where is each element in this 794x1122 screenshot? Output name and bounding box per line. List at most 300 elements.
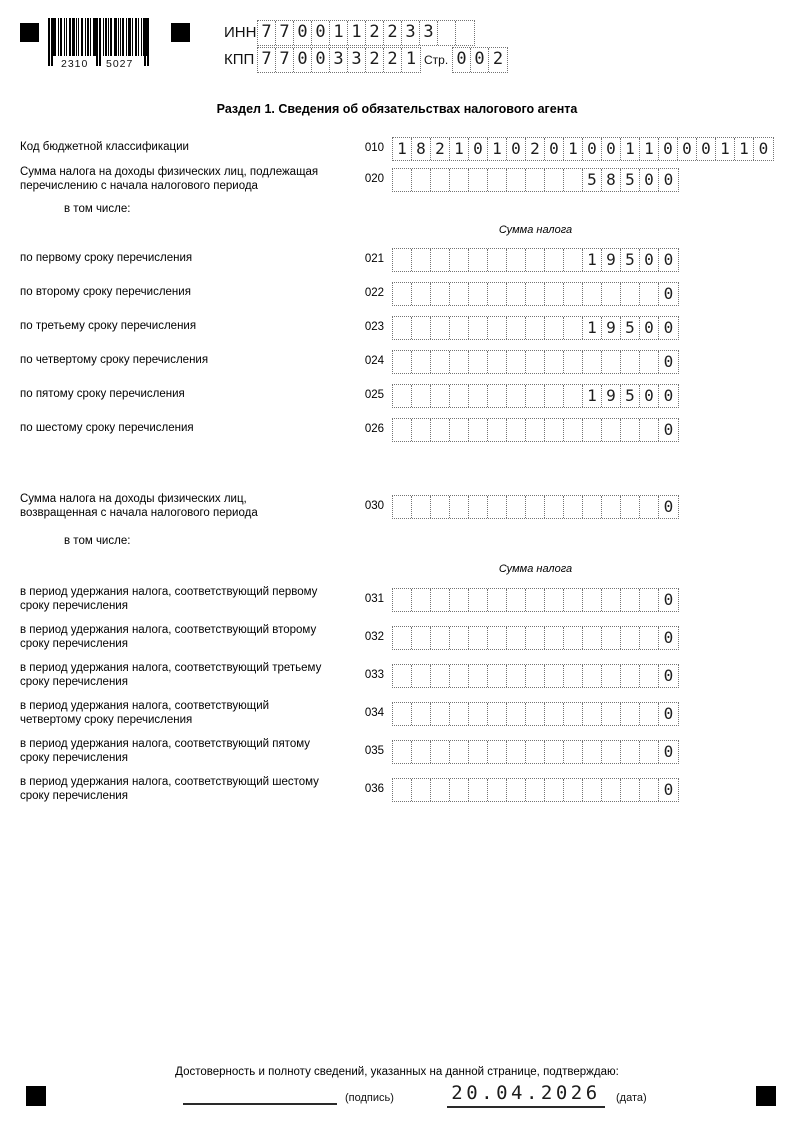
digit-cell: [507, 249, 526, 271]
digit-cell: [431, 496, 450, 518]
digit-cell: [564, 703, 583, 725]
digit-cell: 0: [583, 138, 602, 160]
digit-cell: [412, 169, 431, 191]
field-cells-030: [392, 495, 679, 519]
field-row-024: [0, 350, 794, 372]
digit-cell: 1: [735, 138, 754, 160]
digit-cell: 0: [602, 138, 621, 160]
digit-cell: [393, 496, 412, 518]
digit-cell: [431, 741, 450, 763]
digit-cell: [431, 283, 450, 305]
kpp-label: КПП: [224, 51, 255, 68]
digit-cell: [507, 351, 526, 373]
digit-cell: [450, 779, 469, 801]
digit-cell: [621, 741, 640, 763]
field-label: по третьему сроку перечисления: [20, 320, 197, 332]
digit-cell: [621, 627, 640, 649]
digit-cell: [393, 351, 412, 373]
digit-cell: [450, 351, 469, 373]
digit-cell: 0: [678, 138, 697, 160]
digit-cell: [450, 741, 469, 763]
digit-cell: 0: [758, 139, 769, 158]
registration-mark-bottom-right: [756, 1086, 776, 1106]
digit-cell: 3: [348, 48, 366, 72]
digit-cell: [583, 589, 602, 611]
field-cells-031: [392, 588, 679, 612]
kpp-field: [257, 47, 421, 73]
digit-cell: [450, 419, 469, 441]
digit-cell: [488, 419, 507, 441]
signature-caption: (подпись): [345, 1092, 394, 1104]
digit-cell: [545, 589, 564, 611]
digit-cell: [507, 589, 526, 611]
digit-cell: [564, 169, 583, 191]
field-cells-024: [392, 350, 679, 374]
digit-cell: [469, 665, 488, 687]
digit-cell: [450, 496, 469, 518]
digit-cell: [469, 351, 488, 373]
digit-cell: [602, 419, 621, 441]
digit-cell: [412, 589, 431, 611]
digit-cell: [393, 589, 412, 611]
digit-cell: [640, 589, 659, 611]
barcode-guard-bar: [147, 18, 149, 66]
digit-cell: 0: [312, 48, 330, 72]
digit-cell: 2: [366, 48, 384, 72]
field-cells-025: [392, 384, 679, 408]
digit-cell: 0: [640, 169, 659, 191]
digit-cell: 2: [384, 21, 402, 45]
field-row-034: [0, 702, 794, 724]
digit-cell: [564, 249, 583, 271]
digit-cell: 5: [621, 385, 640, 407]
confirmation-text: Достоверность и полноту сведений, указанных на данной странице, подтверждаю:: [175, 1066, 619, 1078]
digit-cell: [602, 741, 621, 763]
digit-cell: [602, 351, 621, 373]
digit-cell: [545, 249, 564, 271]
digit-cell: [602, 665, 621, 687]
digit-cell: 5: [621, 169, 640, 191]
subnote: в том числе:: [64, 535, 131, 547]
digit-cell: 1: [450, 138, 469, 160]
field-code: 032: [364, 631, 384, 643]
digit-cell: [640, 351, 659, 373]
digit-cell: [621, 419, 640, 441]
digit-cell: 2: [384, 48, 402, 72]
digit-cell: [393, 283, 412, 305]
digit-cell: 9: [602, 385, 621, 407]
field-row-026: [0, 418, 794, 440]
barcode-guard-bar: [96, 18, 98, 66]
digit-cell: [488, 665, 507, 687]
digit-cell: [583, 627, 602, 649]
page-number-field: [452, 47, 508, 73]
field-label: в период удержания налога, соответствующий четвертому сроку перечисления: [20, 700, 270, 726]
field-cells-020: [392, 168, 679, 192]
digit-cell: 3: [402, 21, 420, 45]
subnote: в том числе:: [64, 203, 131, 215]
digit-cell: 0: [640, 385, 659, 407]
field-row-035: [0, 740, 794, 762]
field-cells-032: [392, 626, 679, 650]
digit-cell: [583, 779, 602, 801]
digit-cell: [602, 703, 621, 725]
barcode-guard-bar: [51, 18, 53, 66]
digit-cell: [469, 496, 488, 518]
column-header-sum: Сумма налога: [498, 224, 573, 236]
digit-cell: [621, 703, 640, 725]
registration-mark-bottom-left: [26, 1086, 46, 1106]
field-row-022: [0, 282, 794, 304]
digit-cell: [526, 169, 545, 191]
digit-cell: [488, 169, 507, 191]
digit-cell: 0: [663, 386, 674, 405]
digit-cell: 0: [663, 318, 674, 337]
digit-cell: [507, 627, 526, 649]
digit-cell: [526, 703, 545, 725]
digit-cell: [450, 627, 469, 649]
field-label: по пятому сроку перечисления: [20, 388, 185, 400]
field-row-031: [0, 588, 794, 610]
digit-cell: [412, 419, 431, 441]
digit-cell: 5: [583, 169, 602, 191]
digit-cell: [488, 589, 507, 611]
digit-cell: [488, 741, 507, 763]
digit-cell: 0: [640, 249, 659, 271]
digit-cell: [621, 496, 640, 518]
digit-cell: [469, 419, 488, 441]
digit-cell: [469, 385, 488, 407]
digit-cell: [431, 703, 450, 725]
digit-cell: 0: [312, 21, 330, 45]
field-code: 033: [364, 669, 384, 681]
digit-cell: [507, 703, 526, 725]
digit-cell: [545, 317, 564, 339]
digit-cell: [488, 703, 507, 725]
digit-cell: [640, 496, 659, 518]
digit-cell: 3: [330, 48, 348, 72]
field-code: 036: [364, 783, 384, 795]
digit-cell: [507, 317, 526, 339]
digit-cell: [456, 21, 474, 45]
digit-cell: [507, 283, 526, 305]
digit-cell: [450, 385, 469, 407]
digit-cell: 5: [621, 249, 640, 271]
digit-cell: [640, 627, 659, 649]
digit-cell: 0: [697, 138, 716, 160]
field-label: в период удержания налога, соответствующий шестому сроку перечисления: [20, 776, 319, 802]
digit-cell: [469, 779, 488, 801]
registration-mark-top-left: [20, 23, 39, 42]
field-code: 010: [364, 142, 384, 154]
field-label: в период удержания налога, соответствующий первому сроку перечисления: [20, 586, 318, 612]
digit-cell: [602, 496, 621, 518]
field-row-033: [0, 664, 794, 686]
digit-cell: [545, 351, 564, 373]
digit-cell: [393, 249, 412, 271]
digit-cell: [583, 665, 602, 687]
digit-cell: 9: [602, 317, 621, 339]
digit-cell: [412, 665, 431, 687]
digit-cell: [507, 169, 526, 191]
digit-cell: 0: [663, 780, 674, 799]
digit-cell: [412, 741, 431, 763]
digit-cell: [640, 703, 659, 725]
digit-cell: 0: [663, 590, 674, 609]
digit-cell: [431, 589, 450, 611]
barcode-guard-bar: [144, 18, 146, 66]
digit-cell: [564, 283, 583, 305]
digit-cell: [545, 496, 564, 518]
digit-cell: 1: [583, 317, 602, 339]
digit-cell: 0: [294, 48, 312, 72]
date-caption: (дата): [616, 1092, 647, 1104]
digit-cell: [640, 665, 659, 687]
digit-cell: [469, 169, 488, 191]
field-code: 021: [364, 253, 384, 265]
digit-cell: 0: [663, 742, 674, 761]
digit-cell: [488, 779, 507, 801]
inn-field: [257, 20, 475, 46]
digit-cell: [564, 779, 583, 801]
digit-cell: 2: [431, 138, 450, 160]
digit-cell: [393, 703, 412, 725]
digit-cell: 1: [405, 49, 417, 69]
digit-cell: [621, 283, 640, 305]
digit-cell: [545, 283, 564, 305]
field-code: 023: [364, 321, 384, 333]
barcode: [48, 18, 160, 72]
digit-cell: [431, 665, 450, 687]
digit-cell: [488, 627, 507, 649]
field-code: 025: [364, 389, 384, 401]
digit-cell: [450, 589, 469, 611]
registration-mark-top-inner: [171, 23, 190, 42]
digit-cell: [564, 665, 583, 687]
digit-cell: [564, 385, 583, 407]
digit-cell: [526, 627, 545, 649]
field-cells-021: [392, 248, 679, 272]
field-row-030: [0, 495, 794, 517]
digit-cell: [488, 496, 507, 518]
signature-line: [183, 1103, 337, 1105]
digit-cell: 3: [420, 21, 438, 45]
digit-cell: [431, 419, 450, 441]
barcode-guard-bar: [99, 18, 101, 66]
digit-cell: [526, 589, 545, 611]
digit-cell: [564, 741, 583, 763]
digit-cell: 0: [507, 138, 526, 160]
digit-cell: 7: [276, 48, 294, 72]
digit-cell: [412, 496, 431, 518]
field-label: Сумма налога на доходы физических лиц, подлежащая перечислению с начала налогового периода: [20, 166, 319, 192]
digit-cell: [450, 703, 469, 725]
digit-cell: [526, 249, 545, 271]
inn-label: ИНН: [224, 24, 257, 41]
digit-cell: 5: [621, 317, 640, 339]
digit-cell: [488, 249, 507, 271]
field-label: Код бюджетной классификации: [20, 141, 189, 153]
digit-cell: [431, 385, 450, 407]
digit-cell: [564, 351, 583, 373]
digit-cell: 2: [492, 49, 504, 69]
digit-cell: [412, 627, 431, 649]
digit-cell: [526, 665, 545, 687]
digit-cell: [431, 779, 450, 801]
digit-cell: [412, 249, 431, 271]
field-row-036: [0, 778, 794, 800]
date-value: 20.04.2026: [447, 1082, 605, 1108]
digit-cell: [431, 317, 450, 339]
digit-cell: [412, 385, 431, 407]
digit-cell: [526, 351, 545, 373]
column-header-sum: Сумма налога: [498, 563, 573, 575]
digit-cell: 1: [488, 138, 507, 160]
field-code: 035: [364, 745, 384, 757]
digit-cell: [469, 317, 488, 339]
field-row-020: [0, 168, 794, 190]
digit-cell: [526, 385, 545, 407]
digit-cell: [431, 351, 450, 373]
digit-cell: 0: [545, 138, 564, 160]
field-code: 020: [364, 173, 384, 185]
field-code: 024: [364, 355, 384, 367]
digit-cell: [507, 419, 526, 441]
field-label: Сумма налога на доходы физических лиц, возвращенная с начала налогового периода: [20, 493, 258, 519]
digit-cell: [583, 351, 602, 373]
digit-cell: [393, 385, 412, 407]
digit-cell: [602, 589, 621, 611]
digit-cell: [507, 741, 526, 763]
digit-cell: [450, 665, 469, 687]
digit-cell: [640, 779, 659, 801]
digit-cell: [526, 779, 545, 801]
digit-cell: 9: [602, 249, 621, 271]
digit-cell: 1: [330, 21, 348, 45]
digit-cell: [431, 249, 450, 271]
digit-cell: 0: [453, 48, 471, 72]
digit-cell: [602, 283, 621, 305]
digit-cell: [564, 627, 583, 649]
digit-cell: [564, 589, 583, 611]
digit-cell: 0: [663, 170, 674, 189]
digit-cell: [488, 351, 507, 373]
digit-cell: [507, 385, 526, 407]
digit-cell: [450, 283, 469, 305]
digit-cell: 8: [412, 138, 431, 160]
digit-cell: 1: [393, 138, 412, 160]
digit-cell: [621, 665, 640, 687]
digit-cell: 0: [663, 352, 674, 371]
digit-cell: 0: [663, 704, 674, 723]
digit-cell: [545, 703, 564, 725]
field-cells-010: [392, 137, 774, 161]
digit-cell: [393, 169, 412, 191]
field-row-010: [0, 137, 794, 159]
field-cells-026: [392, 418, 679, 442]
digit-cell: [545, 741, 564, 763]
digit-cell: 2: [526, 138, 545, 160]
field-label: по второму сроку перечисления: [20, 286, 191, 298]
digit-cell: [526, 419, 545, 441]
digit-cell: [469, 703, 488, 725]
digit-cell: [469, 249, 488, 271]
field-code: 026: [364, 423, 384, 435]
digit-cell: [564, 317, 583, 339]
field-row-025: [0, 384, 794, 406]
digit-cell: [564, 496, 583, 518]
digit-cell: [488, 317, 507, 339]
digit-cell: [545, 385, 564, 407]
digit-cell: [488, 385, 507, 407]
field-row-023: [0, 316, 794, 338]
digit-cell: [412, 317, 431, 339]
page-number-label: Стр.: [424, 53, 449, 67]
digit-cell: [507, 665, 526, 687]
digit-cell: 7: [276, 21, 294, 45]
field-row-021: [0, 248, 794, 270]
digit-cell: [412, 351, 431, 373]
digit-cell: 0: [469, 138, 488, 160]
digit-cell: [545, 627, 564, 649]
barcode-number-right: 5027: [106, 58, 134, 70]
digit-cell: [393, 317, 412, 339]
field-label: по четвертому сроку перечисления: [20, 354, 209, 366]
digit-cell: [545, 779, 564, 801]
field-cells-034: [392, 702, 679, 726]
digit-cell: 1: [640, 138, 659, 160]
digit-cell: [621, 589, 640, 611]
digit-cell: 0: [663, 284, 674, 303]
digit-cell: [507, 496, 526, 518]
digit-cell: [507, 779, 526, 801]
digit-cell: [526, 317, 545, 339]
digit-cell: [583, 419, 602, 441]
digit-cell: [393, 627, 412, 649]
digit-cell: [393, 665, 412, 687]
digit-cell: 8: [602, 169, 621, 191]
digit-cell: [526, 741, 545, 763]
field-row-032: [0, 626, 794, 648]
field-code: 031: [364, 593, 384, 605]
digit-cell: [393, 779, 412, 801]
digit-cell: [640, 419, 659, 441]
digit-cell: [583, 496, 602, 518]
digit-cell: 1: [348, 21, 366, 45]
digit-cell: [450, 169, 469, 191]
digit-cell: [393, 741, 412, 763]
digit-cell: [488, 283, 507, 305]
field-label: в период удержания налога, соответствующий третьему сроку перечисления: [20, 662, 322, 688]
digit-cell: 7: [258, 48, 276, 72]
digit-cell: [602, 627, 621, 649]
digit-cell: [412, 283, 431, 305]
barcode-number-left: 2310: [61, 58, 89, 70]
digit-cell: [431, 627, 450, 649]
digit-cell: [621, 351, 640, 373]
field-label: по шестому сроку перечисления: [20, 422, 194, 434]
digit-cell: 1: [583, 249, 602, 271]
digit-cell: 7: [258, 21, 276, 45]
digit-cell: [545, 419, 564, 441]
barcode-guard-bar: [48, 18, 50, 66]
digit-cell: [621, 779, 640, 801]
digit-cell: 0: [471, 48, 489, 72]
digit-cell: [438, 21, 456, 45]
field-cells-036: [392, 778, 679, 802]
field-label: по первому сроку перечисления: [20, 252, 193, 264]
section-title: Раздел 1. Сведения об обязательствах налогового агента: [216, 102, 578, 116]
